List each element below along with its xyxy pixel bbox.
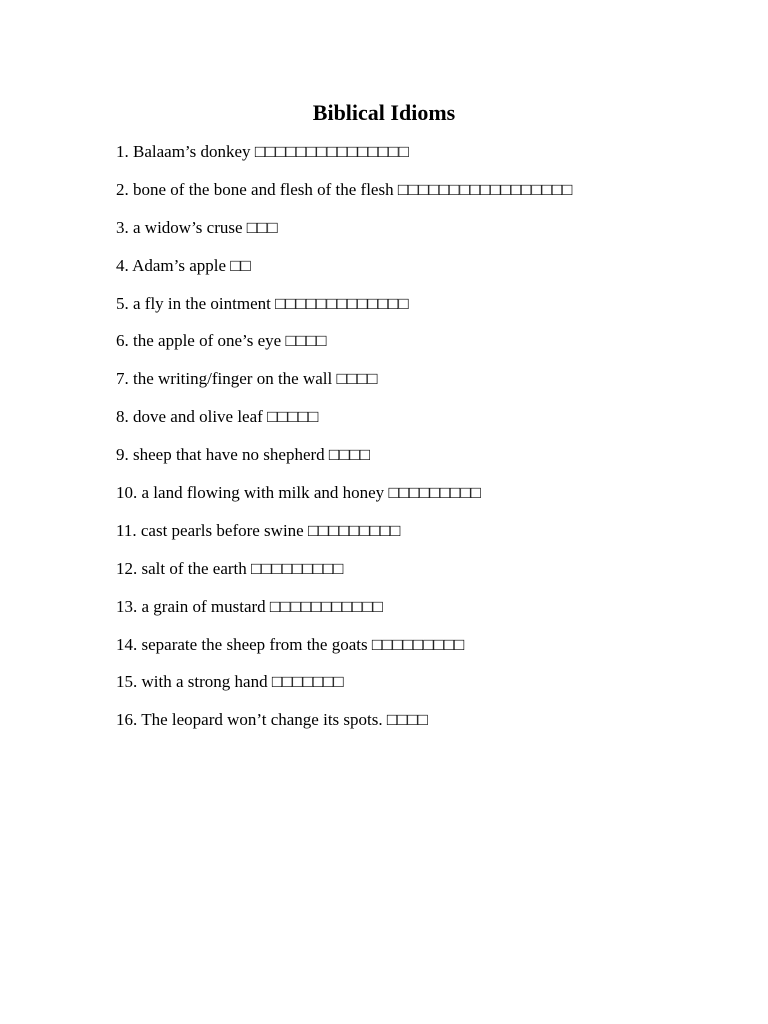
list-item [116,443,736,467]
item-number: 14. [116,634,138,654]
idiom-english: Adam’s apple [132,255,227,275]
idiom-translation: □□□□ [336,369,378,389]
list-item [116,405,736,429]
list-item [116,178,736,202]
idiom-translation: □□□□□□□□□□□□□□□ [254,142,409,161]
idiom-english: a fly in the ointment [133,293,271,313]
idiom-translation: □□□□ [386,710,428,730]
idiom-english: separate the sheep from the goats [141,634,368,654]
list-item [116,292,736,316]
idiom-translation: □□□□ [328,445,370,465]
idiom-list [116,140,736,746]
item-number: 12. [116,558,138,578]
item-number: 9. [116,445,129,465]
idiom-translation: □□□□ [285,331,327,351]
item-number: 15. [116,672,138,692]
idiom-english: a land flowing with milk and honey [141,483,385,503]
list-item [116,519,736,543]
idiom-translation: □□□□□ [267,407,319,427]
item-number: 6. [116,331,129,351]
idiom-translation: □□□□□□□□□ [307,520,401,540]
idiom-english: Balaam’s donkey [133,142,251,161]
idiom-english: dove and olive leaf [133,407,263,427]
idiom-english: The leopard won’t change its spots. [141,710,383,730]
idiom-english: sheep that have no shepherd [133,445,325,465]
list-item [116,367,736,391]
idiom-english: a widow’s cruse [133,217,243,237]
item-number: 16. [116,710,138,730]
list-item [116,216,736,240]
list-item [116,481,736,505]
item-number: 7. [116,369,129,389]
item-number: 1. [116,142,129,161]
item-number: 2. [116,179,129,199]
idiom-translation: □□□□□□□□□□□□□□□□□ [397,179,573,199]
list-item [116,708,736,732]
idiom-translation: □□□□□□□□□ [371,634,465,654]
idiom-english: bone of the bone and flesh of the flesh [133,179,394,199]
idiom-translation: □□□□□□□□□□□ [269,596,383,616]
list-item [116,140,736,164]
item-number: 13. [116,596,138,616]
idiom-english: salt of the earth [141,558,247,578]
document-title: Biblical Idioms [312,100,456,125]
item-number: 4. [116,255,129,275]
item-number: 10. [116,483,138,503]
idiom-translation: □□ [230,255,251,275]
list-item [116,557,736,581]
idiom-translation: □□□ [246,217,278,237]
idiom-translation: □□□□□□□□□ [251,558,344,578]
item-number: 8. [116,407,129,427]
list-item [116,329,736,353]
list-item [116,595,736,619]
item-number: 11. [116,520,137,540]
idiom-english: a grain of mustard [141,596,266,616]
list-item [116,254,736,278]
idiom-translation: □□□□□□□ [271,672,344,692]
item-number: 3. [116,217,129,237]
idiom-english: the apple of one’s eye [133,331,282,351]
idiom-english: the writing/finger on the wall [133,369,333,389]
idiom-translation: □□□□□□□□□□□□□ [275,293,409,313]
list-item [116,670,736,694]
idiom-english: with a strong hand [141,672,268,692]
idiom-translation: □□□□□□□□□ [388,483,481,503]
idiom-english: cast pearls before swine [140,520,304,540]
item-number: 5. [116,293,129,313]
list-item [116,633,736,657]
